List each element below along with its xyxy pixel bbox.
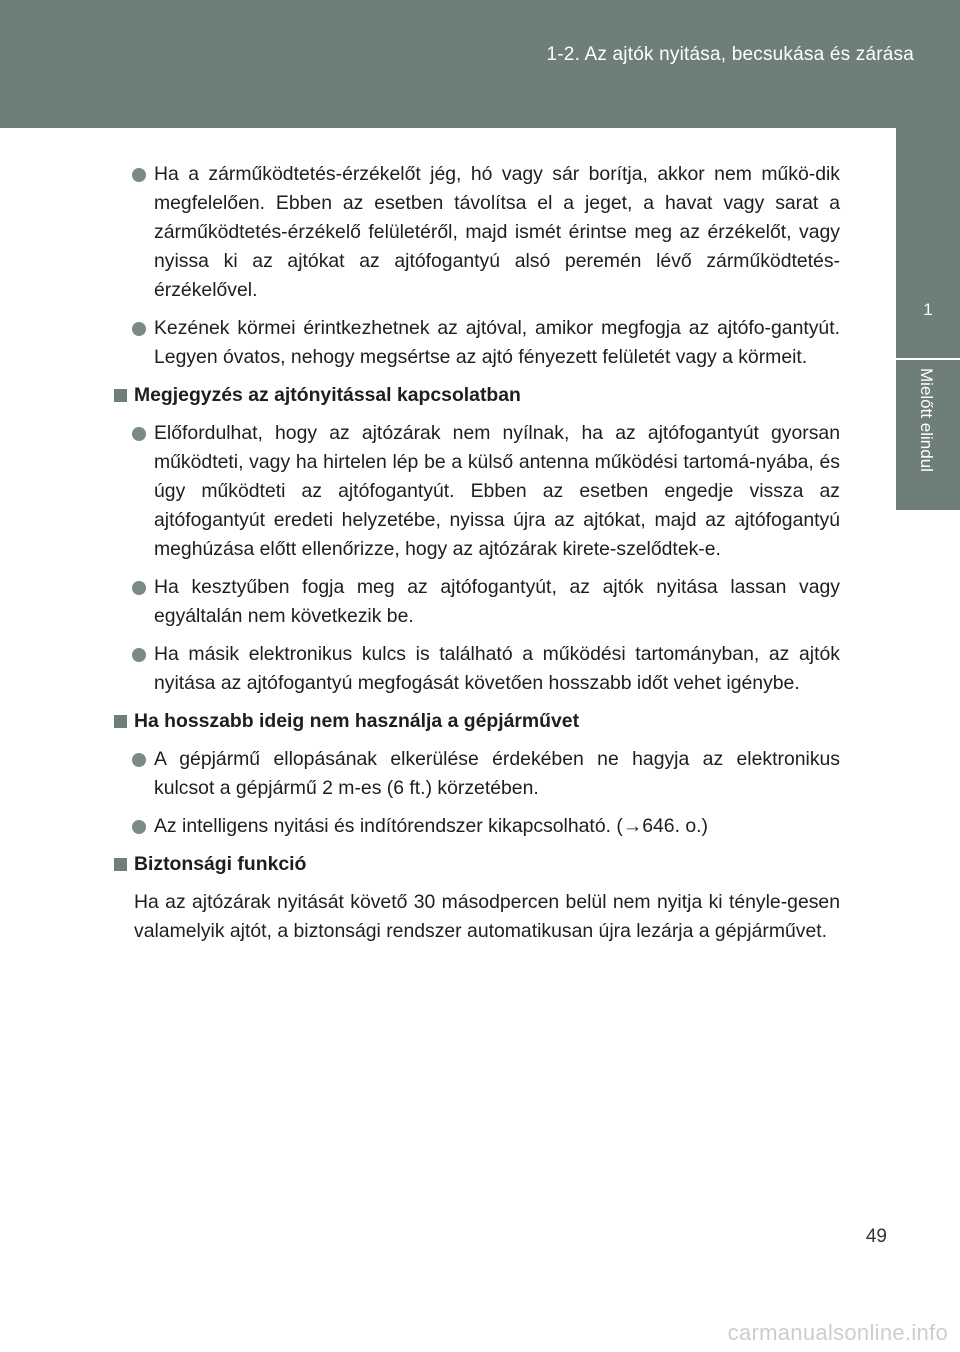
section-heading: Megjegyzés az ajtónyitással kapcsolatban bbox=[114, 381, 840, 410]
bullet-dot-icon bbox=[132, 753, 146, 767]
bullet-dot-icon bbox=[132, 427, 146, 441]
bullet-dot-icon bbox=[132, 322, 146, 336]
page-number: 49 bbox=[865, 1226, 887, 1247]
square-bullet-icon bbox=[114, 389, 127, 402]
side-tab-label-block bbox=[896, 360, 960, 510]
list-item: Ha kesztyűben fogja meg az ajtófogantyút, az ajtók nyitása lassan vagy egyáltalán nem következik be. bbox=[132, 573, 840, 631]
side-tab-label: Mielőtt elindul bbox=[917, 368, 936, 472]
watermark: carmanualsonline.info bbox=[727, 1320, 948, 1345]
bullet-dot-icon bbox=[132, 648, 146, 662]
square-bullet-icon bbox=[114, 715, 127, 728]
list-item: A gépjármű ellopásának elkerülése érdekében ne hagyja az elektronikus kulcsot a gépjármű 2 m-es (6 ft.) körzetében. bbox=[132, 745, 840, 803]
header-bar bbox=[0, 0, 960, 128]
bullet-dot-icon bbox=[132, 581, 146, 595]
list-item: Az intelligens nyitási és indítórendszer kikapcsolható. (→646. o.) bbox=[132, 812, 840, 841]
bullet-dot-icon bbox=[132, 820, 146, 834]
chapter-title: 1-2. Az ajtók nyitása, becsukása és zárása bbox=[546, 44, 914, 65]
list-item: Ha másik elektronikus kulcs is található a működési tartományban, az ajtók nyitása az ajtófogantyú megfogását követően hosszabb időt vehet igénybe. bbox=[132, 640, 840, 698]
section-heading: Biztonsági funkció bbox=[114, 850, 840, 879]
side-tab-number-block bbox=[896, 128, 960, 358]
list-item: Kezének körmei érintkezhetnek az ajtóval, amikor megfogja az ajtófo-gantyút. Legyen óvatos, nehogy megsértse az ajtó fényezett felületét vagy a körmeit. bbox=[132, 314, 840, 372]
list-item: Ha a zárműködtetés-érzékelőt jég, hó vagy sár borítja, akkor nem műkö-dik megfelelően. Ebben az esetben távolítsa el a jeget, a havat vagy sarat a zárműködtetés-érzékelő felületéről, majd ismét érintse meg az érzékelőt, vagy nyissa ki az ajtókat az ajtófogantyú alsó peremén lévő zárműködtetés-érzékelővel. bbox=[132, 160, 840, 305]
list-item: Előfordulhat, hogy az ajtózárak nem nyílnak, ha az ajtófogantyút gyorsan működteti, vagy ha hirtelen lép be a külső antenna működési tartomá-nyába, és úgy működteti az ajtófogantyút. Ebben az esetben engedje vissza az ajtófogantyút eredeti helyzetébe, nyissa újra az ajtókat, majd az ajtófogantyú meghúzása előtt ellenőrizze, hogy az ajtózárak kirete-szelődtek-e. bbox=[132, 419, 840, 564]
bullet-dot-icon bbox=[132, 168, 146, 182]
side-tab-number: 1 bbox=[923, 300, 933, 319]
paragraph: Ha az ajtózárak nyitását követő 30 másodpercen belül nem nyitja ki tényle-gesen valamelyik ajtót, a biztonsági rendszer automatikusan újra lezárja a gépjárművet. bbox=[134, 891, 840, 942]
page-content bbox=[114, 160, 840, 954]
section-heading: Ha hosszabb ideig nem használja a gépjárművet bbox=[114, 707, 840, 736]
square-bullet-icon bbox=[114, 858, 127, 871]
